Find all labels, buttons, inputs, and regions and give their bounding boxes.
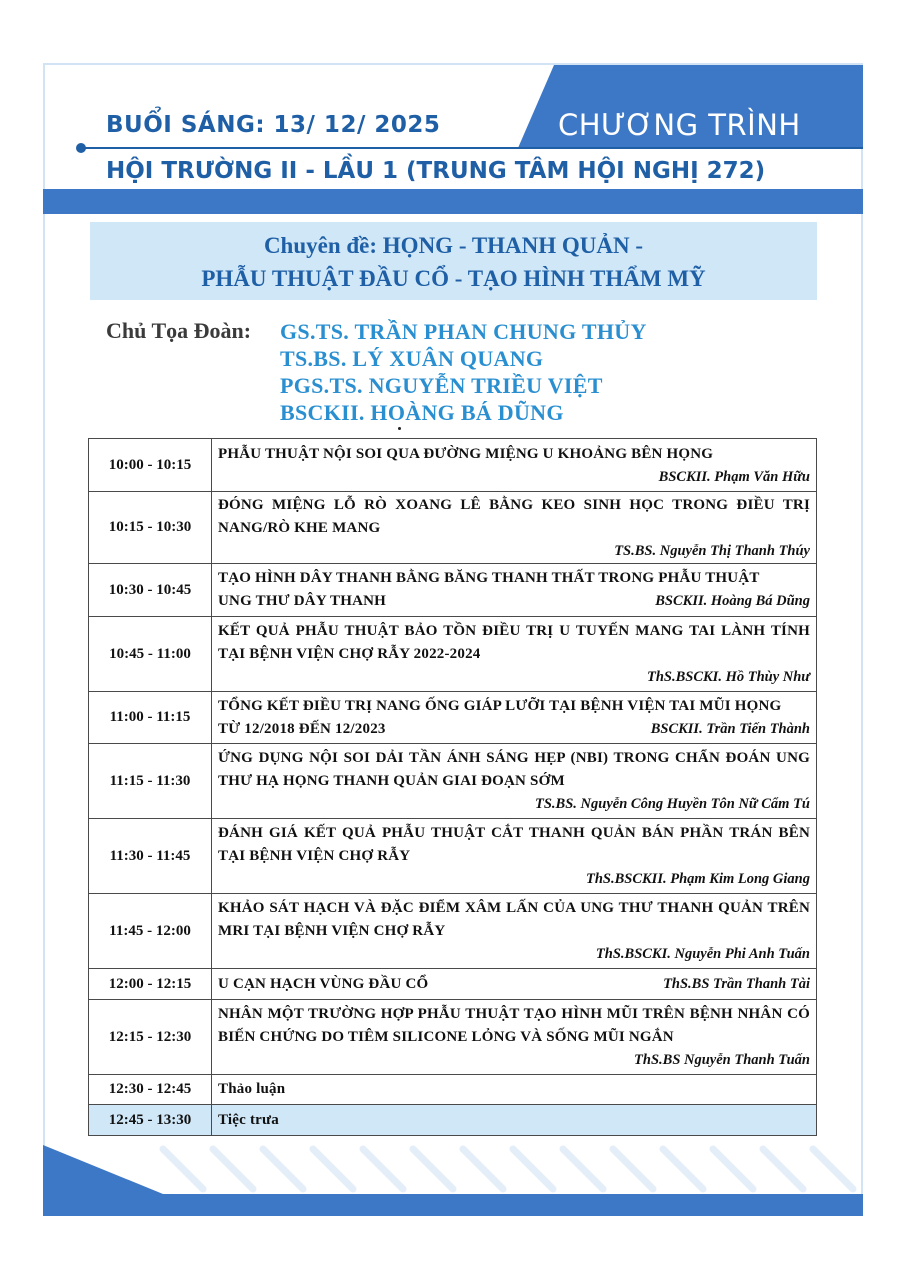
time-cell: 11:00 - 11:15 bbox=[89, 692, 212, 744]
talk-title: TỪ 12/2018 ĐẾN 12/2023 bbox=[218, 720, 386, 737]
talk-speaker: BSCKII. Hoàng Bá Dũng bbox=[655, 593, 810, 609]
talk-speaker: ThS.BSCKII. Phạm Kim Long Giang bbox=[585, 871, 810, 887]
time-cell: 10:15 - 10:30 bbox=[89, 492, 212, 564]
talk-cell bbox=[212, 1000, 817, 1075]
time-cell: 12:45 - 13:30 bbox=[89, 1105, 212, 1136]
time-cell: 12:15 - 12:30 bbox=[89, 1000, 212, 1075]
time-cell: 12:30 - 12:45 bbox=[89, 1075, 212, 1105]
talk-cell bbox=[212, 492, 817, 564]
talk-speaker: TS.BS. Nguyễn Thị Thanh Thúy bbox=[614, 542, 810, 559]
table-row bbox=[89, 439, 817, 492]
table-row bbox=[89, 1105, 817, 1136]
schedule-table bbox=[88, 438, 817, 1136]
table-row bbox=[89, 969, 817, 1000]
chair-name: PGS.TS. NGUYỄN TRIỀU VIỆT bbox=[280, 373, 603, 398]
talk-speaker: ThS.BS Trần Thanh Tài bbox=[663, 975, 810, 992]
topic-line-2: PHẪU THUẬT ĐẦU CỔ - TẠO HÌNH THẨM MỸ bbox=[201, 266, 706, 291]
table-row bbox=[89, 692, 817, 744]
chair-name: TS.BS. LÝ XUÂN QUANG bbox=[280, 346, 544, 371]
talk-title: Tiệc trưa bbox=[218, 1111, 279, 1128]
talk-cell bbox=[212, 617, 817, 692]
talk-title: Thảo luận bbox=[218, 1081, 286, 1097]
chair-name: BSCKII. HOÀNG BÁ DŨNG bbox=[280, 400, 564, 425]
talk-speaker: TS.BS. Nguyễn Công Huyền Tôn Nữ Cẩm Tú bbox=[535, 796, 810, 812]
talk-title: ỨNG DỤNG NỘI SOI DẢI TẦN ÁNH SÁNG HẸP (NBI) TRONG CHẨN ĐOÁN UNG THƯ HẠ HỌNG THANH QUẢN GIAI ĐOẠN SỚM bbox=[218, 750, 810, 789]
talk-cell bbox=[212, 819, 817, 894]
header-band bbox=[43, 189, 863, 214]
topic-box bbox=[90, 222, 817, 300]
time-cell: 11:15 - 11:30 bbox=[89, 744, 212, 819]
talk-title: ĐÁNH GIÁ KẾT QUẢ PHẪU THUẬT CẮT THANH QUẢN BÁN PHẦN TRÁN BÊN TẠI BỆNH VIỆN CHỢ RẪY bbox=[218, 825, 810, 864]
talk-title: ĐÓNG MIỆNG LỖ RÒ XOANG LÊ BẰNG KEO SINH HỌC TRONG ĐIỀU TRỊ NANG/RÒ KHE MANG bbox=[218, 496, 810, 536]
header-divider bbox=[80, 147, 863, 149]
talk-title-speaker-line bbox=[218, 590, 810, 613]
talk-cell bbox=[212, 692, 817, 744]
chairs-list bbox=[280, 318, 647, 426]
talk-title: KẾT QUẢ PHẪU THUẬT BẢO TỒN ĐIỀU TRỊ U TUYẾN MANG TAI LÀNH TÍNH TẠI BỆNH VIỆN CHỢ RẪY 2022-2024 bbox=[218, 623, 810, 662]
table-row bbox=[89, 1000, 817, 1075]
talk-speaker: BSCKII. Phạm Văn Hữu bbox=[658, 468, 810, 485]
talk-speaker: ThS.BSCKI. Nguyễn Phi Anh Tuấn bbox=[595, 946, 810, 962]
time-cell: 11:45 - 12:00 bbox=[89, 894, 212, 969]
hall-location: HỘI TRƯỜNG II - LẦU 1 (TRUNG TÂM HỘI NGHỊ 272) bbox=[106, 158, 766, 184]
talk-cell bbox=[212, 439, 817, 492]
talk-cell bbox=[212, 564, 817, 617]
table-row bbox=[89, 1075, 817, 1105]
talk-title: U CẠN HẠCH VÙNG ĐẦU CỔ bbox=[218, 975, 429, 992]
time-cell: 12:00 - 12:15 bbox=[89, 969, 212, 1000]
talk-cell bbox=[212, 1075, 817, 1105]
talk-speaker: ThS.BSCKI. Hồ Thùy Như bbox=[646, 669, 810, 685]
table-row bbox=[89, 894, 817, 969]
talk-title-speaker-line bbox=[218, 718, 810, 741]
footer-band bbox=[43, 1194, 863, 1216]
talk-cell bbox=[212, 1105, 817, 1136]
time-cell: 10:30 - 10:45 bbox=[89, 564, 212, 617]
talk-title: UNG THƯ DÂY THANH bbox=[218, 593, 386, 609]
talk-title: NHÂN MỘT TRƯỜNG HỢP PHẪU THUẬT TẠO HÌNH MŨI TRÊN BỆNH NHÂN CÓ BIẾN CHỨNG DO TIÊM SILICONE LỎNG VÀ SỐNG MŨI NGẮN bbox=[218, 1006, 810, 1045]
table-row bbox=[89, 744, 817, 819]
program-title: CHƯƠNG TRÌNH bbox=[558, 108, 801, 142]
talk-title: PHẪU THUẬT NỘI SOI QUA ĐƯỜNG MIỆNG U KHOẢNG BÊN HỌNG bbox=[218, 445, 714, 462]
talk-cell bbox=[212, 744, 817, 819]
table-row bbox=[89, 819, 817, 894]
time-cell: 10:00 - 10:15 bbox=[89, 439, 212, 492]
header-divider-dot bbox=[76, 143, 86, 153]
talk-speaker: ThS.BS Nguyễn Thanh Tuấn bbox=[634, 1052, 810, 1068]
talk-title-speaker-line bbox=[218, 973, 810, 996]
time-cell: 11:30 - 11:45 bbox=[89, 819, 212, 894]
dot-mark bbox=[398, 427, 401, 430]
chairs-label: Chủ Tọa Đoàn: bbox=[106, 318, 252, 343]
talk-speaker: BSCKII. Trần Tiến Thành bbox=[650, 720, 810, 737]
table-row bbox=[89, 617, 817, 692]
table-row bbox=[89, 492, 817, 564]
time-cell: 10:45 - 11:00 bbox=[89, 617, 212, 692]
table-row bbox=[89, 564, 817, 617]
talk-cell bbox=[212, 894, 817, 969]
talk-cell bbox=[212, 969, 817, 1000]
topic-line-1: Chuyên đề: HỌNG - THANH QUẢN - bbox=[263, 233, 644, 258]
chair-name: GS.TS. TRẦN PHAN CHUNG THỦY bbox=[280, 319, 647, 344]
talk-title: TỔNG KẾT ĐIỀU TRỊ NANG ỐNG GIÁP LƯỠI TẠI BỆNH VIỆN TAI MŨI HỌNG bbox=[218, 697, 782, 714]
session-date: BUỔI SÁNG: 13/ 12/ 2025 bbox=[106, 112, 441, 138]
talk-title: KHẢO SÁT HẠCH VÀ ĐẶC ĐIỂM XÂM LẤN CỦA UNG THƯ THANH QUẢN TRÊN MRI TẠI BỆNH VIỆN CHỢ RẪY bbox=[218, 900, 810, 939]
talk-title: TẠO HÌNH DÂY THANH BẰNG BĂNG THANH THẤT TRONG PHẪU THUẬT bbox=[218, 570, 760, 586]
